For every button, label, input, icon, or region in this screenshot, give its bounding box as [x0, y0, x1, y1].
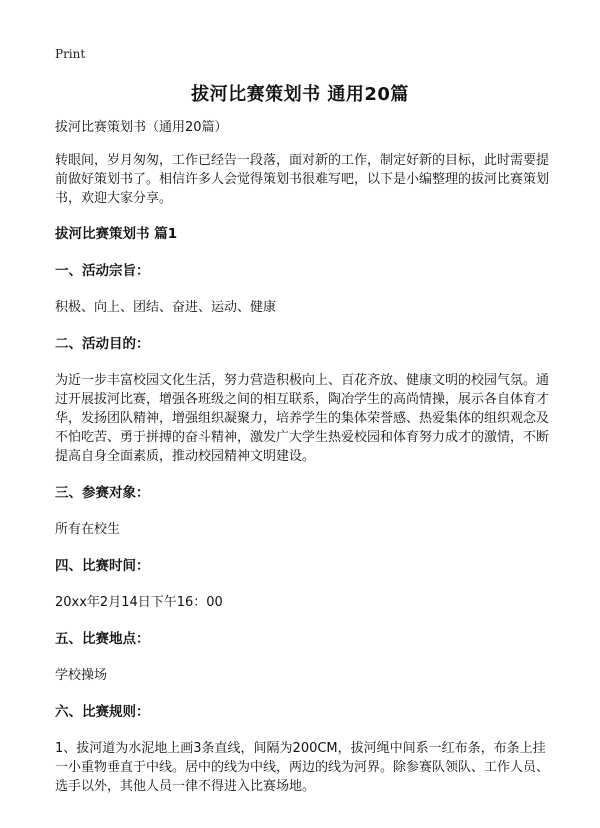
- section-body: 20xx年2月14日下午16：00: [55, 595, 223, 610]
- section-3: [55, 484, 550, 557]
- section-heading: 五、比赛地点：: [55, 631, 150, 647]
- section-body: 为近一步丰富校园文化生活，努力营造积极向上、百花齐放、健康文明的校园气氛。通过开展拔河比赛，增强各班级之间的相互联系，陶冶学生的高尚情操，展示各自体育才华，发扬团队精神，增强组织凝聚力，培养学生的集体荣誉感、热爱集体的组织观念及不怕吃苦、勇于拼搏的奋斗精神，激发广大学生热爱校园和体育努力成才的激情，不断提高自身全面素质，推动校园精神文明建设。: [55, 373, 550, 464]
- section-body: 1、拔河道为水泥地上画3条直线，间隔为200CM，拔河绳中间系一红布条，布条上挂一小重物垂直于中线。居中的线为中线，两边的线为河界。除参赛队领队、工作人员、选手以外，其他人员一律不得进入比赛场地。: [55, 741, 550, 794]
- doc-intro-paragraph: 转眼间，岁月匆匆，工作已经告一段落，面对新的工作，制定好新的目标，此时需要提前做好策划书了。相信许多人会觉得策划书很难写吧，以下是小编整理的拔河比赛策划书，欢迎大家分享。: [55, 153, 550, 206]
- section-2: [55, 335, 550, 484]
- section-heading: 二、活动目的：: [55, 336, 150, 352]
- section-body: 所有在校生: [55, 522, 121, 537]
- part-heading: 拔河比赛策划书 篇1: [55, 226, 178, 242]
- section-heading: 六、比赛规则：: [55, 704, 150, 720]
- section-body: 积极、向上、团结、奋进、运动、健康: [55, 300, 277, 315]
- section-5: [55, 630, 550, 703]
- section-body: 学校操场: [55, 668, 108, 683]
- section-heading: 一、活动宗旨：: [55, 263, 150, 279]
- section-heading: 三、参赛对象：: [55, 485, 150, 501]
- section-6: [55, 703, 550, 796]
- doc-subtitle: 拔河比赛策划书（通用20篇）: [55, 120, 228, 135]
- section-heading: 四、比赛时间：: [55, 558, 150, 574]
- section-4: [55, 557, 550, 630]
- document-body: [55, 118, 550, 796]
- page-title: 拔河比赛策划书 通用20篇: [191, 84, 409, 105]
- section-1: [55, 262, 550, 335]
- print-label: Print: [55, 47, 86, 61]
